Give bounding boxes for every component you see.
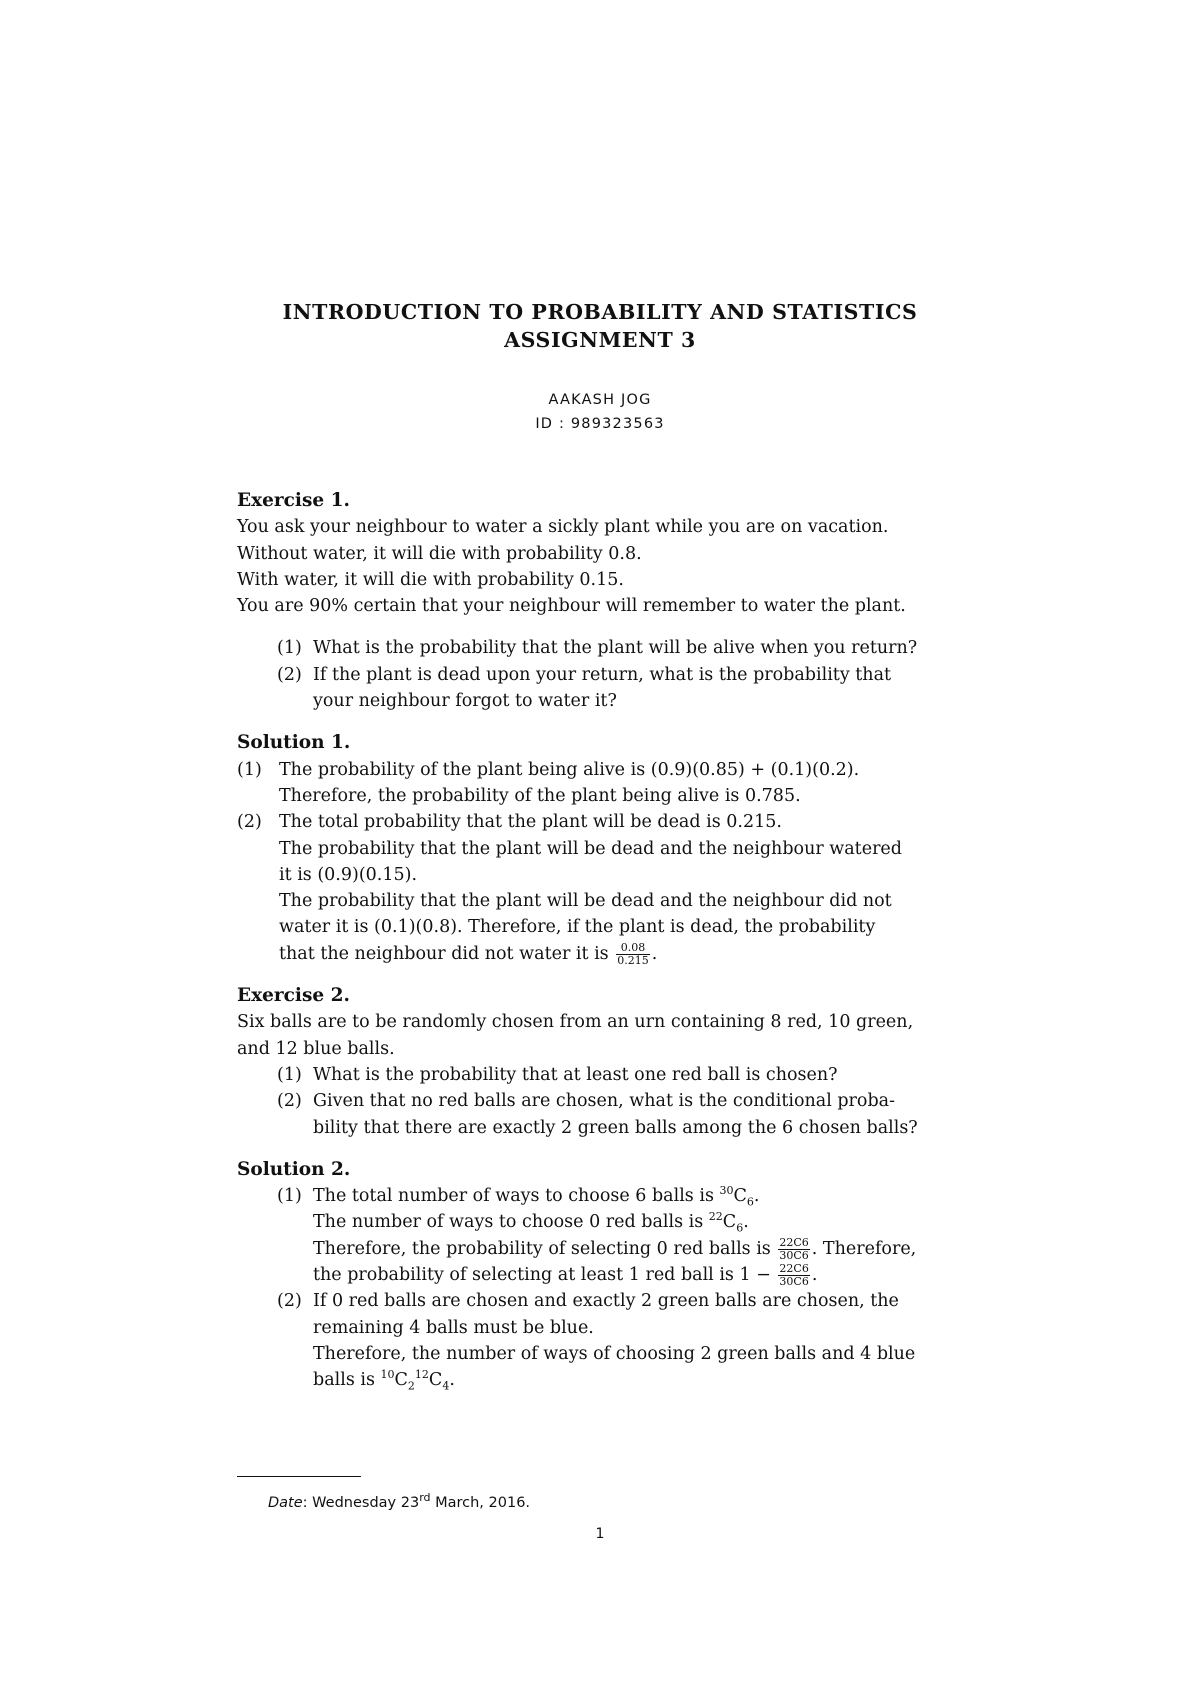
solution-2-part-2 — [237, 1288, 967, 1393]
page-number: 1 — [595, 1526, 605, 1542]
solution-text-line — [313, 1236, 967, 1262]
solution-text: The total probability that the plant will be dead is 0.215. — [279, 812, 782, 833]
solution-text-line — [313, 1367, 967, 1393]
document-body — [237, 488, 967, 1394]
subscript: 6 — [746, 1195, 754, 1209]
fraction-denominator: 30C6 — [779, 1248, 809, 1262]
fraction — [616, 942, 650, 967]
footnote-date — [268, 1491, 531, 1511]
question-text: Given that no red balls are chosen, what is the conditional proba- — [313, 1091, 896, 1112]
punctuation: . — [811, 1265, 818, 1286]
subscript: 6 — [736, 1221, 744, 1235]
solution-text: . Therefore, — [811, 1238, 917, 1259]
solution-text: the probability of selecting at least 1 red ball is 1 − — [313, 1265, 771, 1286]
question-text: If the plant is dead upon your return, what is the probability that — [313, 664, 892, 685]
exercise-2-line: Six balls are to be randomly chosen from an urn containing 8 red, 10 green, — [237, 1012, 914, 1033]
subscript: 2 — [407, 1379, 415, 1393]
question-text: What is the probability that the plant will be alive when you return? — [313, 638, 918, 659]
fraction-denominator: 30C6 — [779, 1275, 809, 1289]
solution-text: that the neighbour did not water it is — [279, 943, 609, 964]
punctuation: . — [743, 1212, 749, 1233]
author-name: AAKASH JOG — [548, 392, 652, 408]
question-text: What is the probability that at least one red ball is chosen? — [313, 1064, 838, 1085]
fraction-denominator: 0.215 — [617, 953, 649, 967]
list-number: (2) — [277, 1091, 302, 1112]
list-number: (2) — [277, 1291, 302, 1312]
solution-text: The total number of ways to choose 6 balls is — [313, 1186, 714, 1207]
exercise-1-questions — [237, 635, 967, 714]
solution-1-list — [237, 757, 967, 967]
exercise-1-question-1 — [237, 635, 967, 661]
question-text: your neighbour forgot to water it? — [313, 691, 617, 712]
exercise-2-heading: Exercise 2. — [237, 985, 350, 1007]
solution-text: The probability that the plant will be dead and the neighbour did not — [279, 891, 892, 912]
document-title: INTRODUCTION TO PROBABILITY AND STATISTICS — [282, 300, 918, 324]
exercise-2-questions — [237, 1062, 967, 1141]
solution-text: balls is — [313, 1370, 375, 1391]
footnote-rule — [237, 1476, 361, 1477]
solution-text-with-fraction — [279, 941, 967, 967]
combination-symbol: C — [428, 1370, 443, 1391]
exercise-1-line: With water, it will die with probability 0.15. — [237, 569, 624, 590]
footnote-rest: March, 2016. — [430, 1495, 531, 1511]
solution-text: remaining 4 balls must be blue. — [313, 1317, 594, 1338]
solution-1-part-2 — [237, 809, 967, 967]
footnote-superscript: rd — [419, 1491, 431, 1505]
fraction-numerator: 22C6 — [779, 1262, 809, 1276]
list-number: (1) — [237, 759, 262, 780]
exercise-1-line: Without water, it will die with probability 0.8. — [237, 543, 642, 564]
exercise-1-line: You are 90% certain that your neighbour will remember to water the plant. — [237, 596, 906, 617]
fraction-numerator: 0.08 — [620, 940, 646, 954]
question-text: bility that there are exactly 2 green balls among the 6 chosen balls? — [313, 1117, 918, 1138]
assignment-title: ASSIGNMENT 3 — [504, 328, 696, 352]
solution-text: it is (0.9)(0.15). — [279, 864, 418, 885]
solution-text: The probability of the plant being alive is (0.9)(0.85) + (0.1)(0.2). — [279, 759, 860, 780]
solution-text: If 0 red balls are chosen and exactly 2 green balls are chosen, the — [313, 1291, 899, 1312]
punctuation: . — [753, 1186, 760, 1207]
list-number: (2) — [277, 664, 302, 685]
combination-symbol: C — [733, 1186, 747, 1207]
list-number: (1) — [277, 1186, 302, 1207]
solution-text: Therefore, the number of ways of choosing 2 green balls and 4 blue — [313, 1343, 916, 1364]
solution-1-part-1 — [237, 757, 967, 810]
superscript: 12 — [414, 1368, 429, 1382]
punctuation: . — [651, 943, 658, 964]
fraction-numerator: 22C6 — [779, 1235, 809, 1249]
solution-text: Therefore, the probability of the plant being alive is 0.785. — [279, 785, 801, 806]
solution-text: The probability that the plant will be dead and the neighbour watered — [279, 838, 902, 859]
exercise-2-line: and 12 blue balls. — [237, 1038, 395, 1059]
solution-1-heading: Solution 1. — [237, 732, 351, 754]
list-number: (1) — [277, 638, 302, 659]
list-number: (1) — [277, 1064, 302, 1085]
combination-symbol: C — [394, 1370, 408, 1391]
footnote-text: : Wednesday 23 — [302, 1495, 420, 1511]
fraction — [778, 1263, 809, 1288]
punctuation: . — [449, 1370, 455, 1391]
fraction — [778, 1237, 809, 1262]
solution-2-part-1 — [237, 1183, 967, 1288]
solution-text-line — [313, 1183, 967, 1209]
exercise-1-heading: Exercise 1. — [237, 490, 350, 511]
student-id: ID : 989323563 — [535, 416, 665, 432]
exercise-2-question-2 — [237, 1088, 967, 1141]
combination-symbol: C — [722, 1212, 737, 1233]
superscript: 10 — [380, 1368, 395, 1382]
solution-2-heading: Solution 2. — [237, 1158, 351, 1180]
solution-2-list — [237, 1183, 967, 1393]
superscript: 22 — [708, 1210, 723, 1224]
solution-text: Therefore, the probability of selecting 0 red balls is — [313, 1238, 771, 1259]
solution-text-line — [313, 1209, 967, 1235]
exercise-1-line: You ask your neighbour to water a sickly plant while you are on vacation. — [237, 517, 889, 538]
list-number: (2) — [237, 812, 262, 833]
solution-text: water it is (0.1)(0.8). Therefore, if the plant is dead, the probability — [279, 917, 876, 938]
exercise-2-question-1 — [237, 1062, 967, 1088]
solution-text: The number of ways to choose 0 red balls is — [313, 1212, 704, 1233]
superscript: 30 — [719, 1184, 734, 1198]
exercise-1-question-2 — [237, 662, 967, 715]
subscript: 4 — [442, 1379, 450, 1393]
solution-text-line — [313, 1262, 967, 1288]
footnote-label: Date — [268, 1495, 303, 1511]
